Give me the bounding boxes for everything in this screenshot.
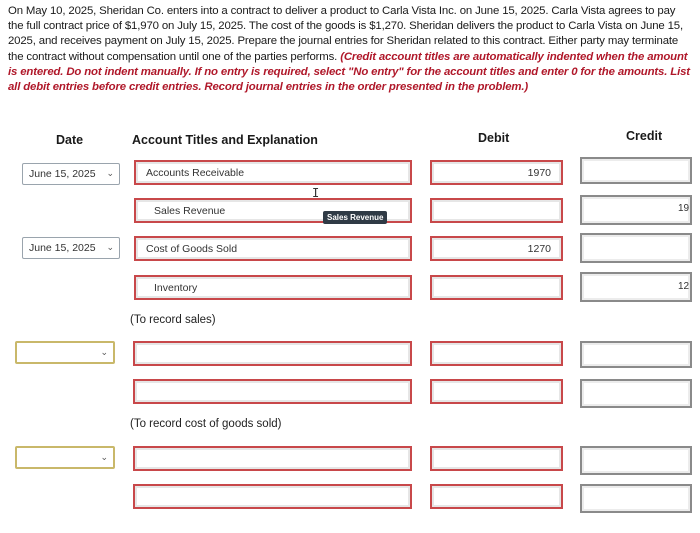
header-date: Date [56,133,84,147]
debit-field-row-3[interactable]: 1270 [430,236,563,261]
date-select-row-7[interactable] [15,446,115,469]
date-select-row-1[interactable] [22,163,120,185]
problem-instructions: (Credit account titles are automatically indented when the amount is entered. Do not indent manually. If no entry is required, select "No entry" for the account titles and enter 0 for the amounts. List all debit entries before credit entries. Record journal entries in the order presented in the problem.) [8,50,690,94]
account-field-row-4[interactable]: Inventory [134,275,412,300]
text-cursor-icon: I [312,186,320,200]
account-field-row-8[interactable] [133,484,412,509]
account-field-row-6[interactable] [133,379,412,404]
header-credit: Credit [626,129,663,143]
chevron-down-icon: ⌄ [100,452,108,462]
debit-field-row-2[interactable] [430,198,563,223]
credit-field-row-1[interactable] [580,157,692,184]
problem-statement [8,4,692,95]
credit-field-row-4[interactable] [580,272,692,302]
debit-field-row-7[interactable] [430,446,563,471]
tooltip: Sales Revenue [323,211,387,224]
debit-field-row-8[interactable] [430,484,563,509]
credit-field-row-3[interactable] [580,233,692,263]
date-value: June 15, 2025 [29,168,96,180]
credit-field-row-7[interactable] [580,446,692,475]
account-field-row-5[interactable] [133,341,412,366]
date-select-row-5[interactable] [15,341,115,364]
date-value: June 15, 2025 [29,242,96,254]
account-field-row-1[interactable]: Accounts Receivable [134,160,412,185]
chevron-down-icon: ⌄ [100,347,108,357]
chevron-down-icon: ⌄ [106,242,114,252]
credit-value-row-4: 12 [678,281,690,292]
credit-value-row-2: 19 [678,203,690,214]
credit-field-row-2[interactable] [580,195,692,225]
debit-field-row-6[interactable] [430,379,563,404]
header-account: Account Titles and Explanation [132,133,318,147]
date-select-row-3[interactable] [22,237,120,259]
account-field-row-2[interactable]: Sales Revenue [134,198,412,223]
note-to-record-cogs: (To record cost of goods sold) [130,418,282,430]
note-to-record-sales: (To record sales) [130,314,216,326]
header-debit: Debit [478,131,510,145]
debit-field-row-4[interactable] [430,275,563,300]
account-field-row-3[interactable]: Cost of Goods Sold [134,236,412,261]
debit-field-row-1[interactable]: 1970 [430,160,563,185]
credit-field-row-6[interactable] [580,379,692,408]
credit-field-row-5[interactable] [580,341,692,368]
credit-field-row-8[interactable] [580,484,692,513]
chevron-down-icon: ⌄ [106,168,114,178]
account-field-row-7[interactable] [133,446,412,471]
debit-field-row-5[interactable] [430,341,563,366]
problem-text: On May 10, 2025, Sheridan Co. enters into a contract to deliver a product to Carla Vista Inc. on June 15, 2025. Carla Vista agrees to pay the full contract price of $1,970 on July 15, 2025. The cost of the goods is $1,270. Sheridan delivers the product to Carla Vista on June 15, 2025, and receives payment on July 15, 2025. Prepare the journal entries for Sheridan related to this contract. Either party may terminate the contract without compensation until one of the parties performs. [8,5,683,63]
